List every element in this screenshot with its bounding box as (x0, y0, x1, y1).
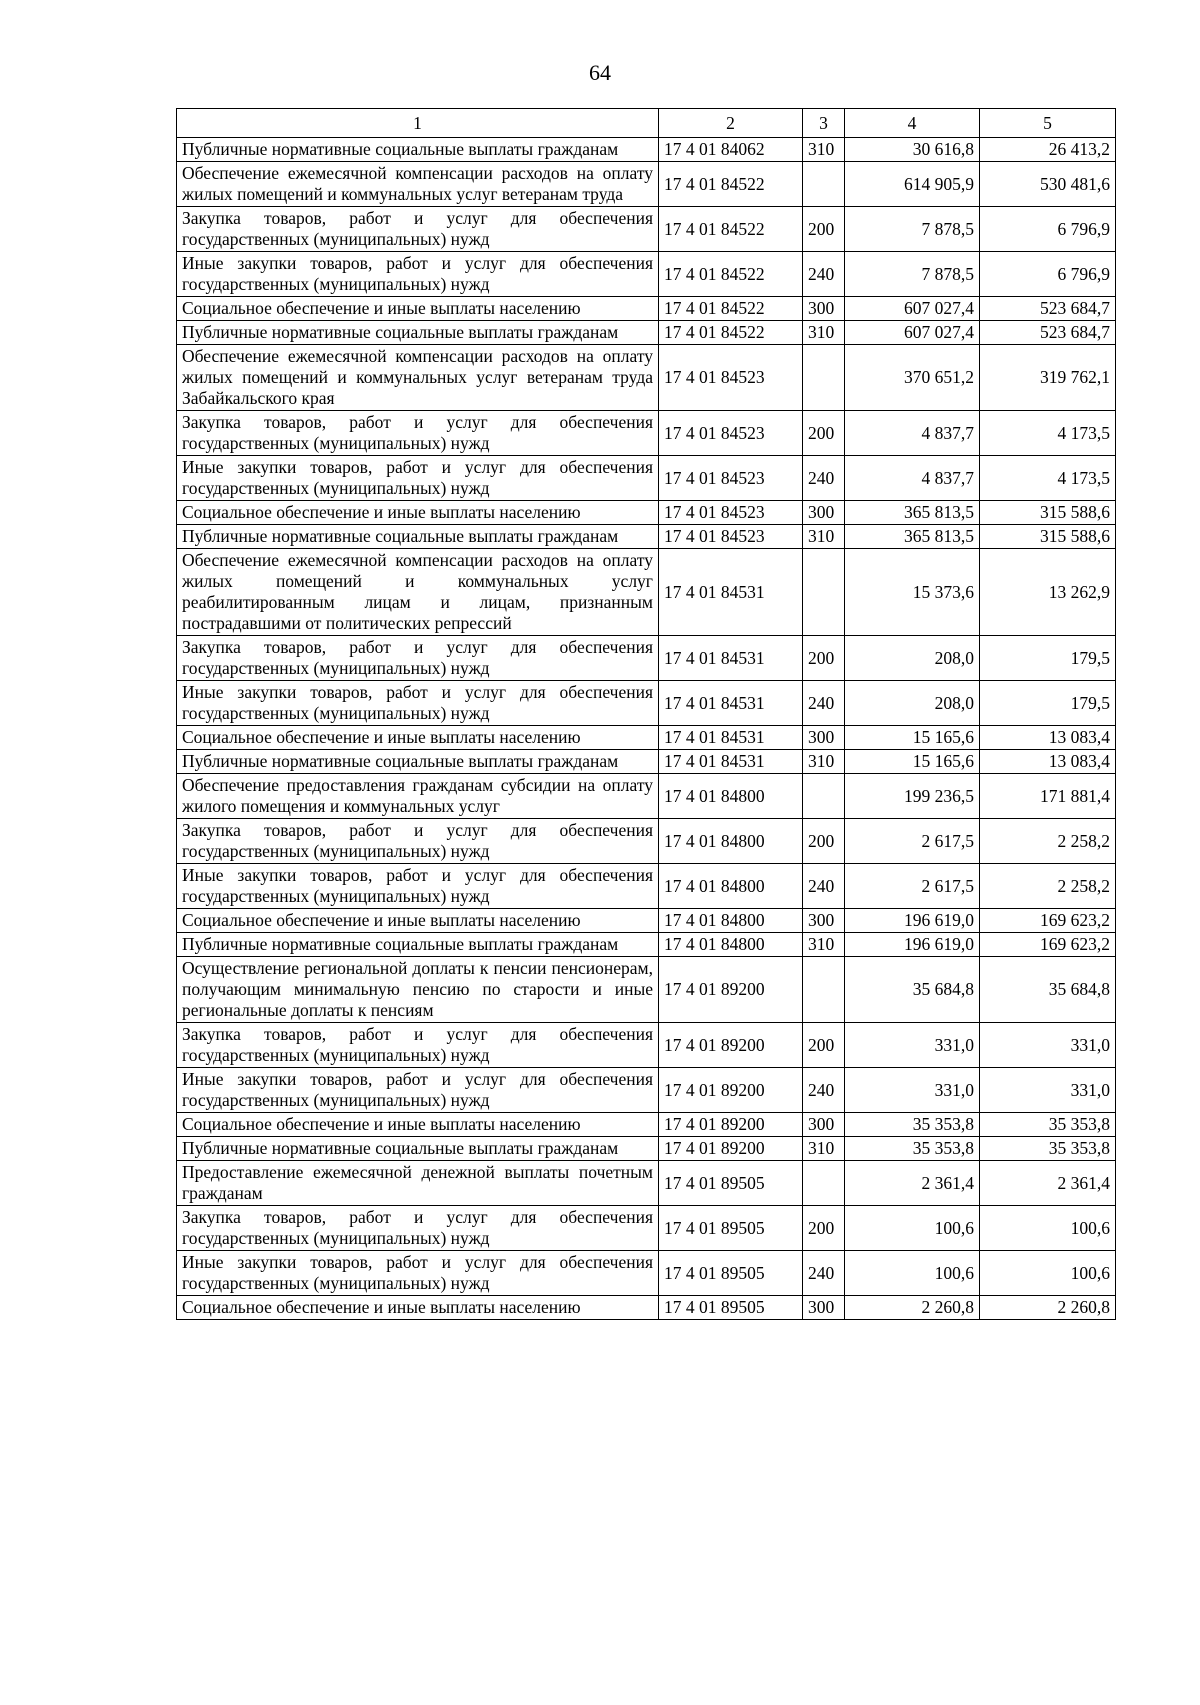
row-amount-col5-cell: 6 796,9 (980, 252, 1116, 297)
row-name-cell: Закупка товаров, работ и услуг для обеспечения государственных (муниципальных) нужд (177, 1023, 659, 1068)
row-amount-col4-cell: 208,0 (845, 681, 980, 726)
row-expense-type-cell: 310 (803, 525, 845, 549)
row-amount-col5-cell: 35 353,8 (980, 1113, 1116, 1137)
row-amount-col4-cell: 100,6 (845, 1251, 980, 1296)
row-amount-col5-cell: 169 623,2 (980, 933, 1116, 957)
row-amount-col5-cell: 331,0 (980, 1068, 1116, 1113)
row-name-cell: Закупка товаров, работ и услуг для обеспечения государственных (муниципальных) нужд (177, 411, 659, 456)
row-amount-col4-cell: 2 361,4 (845, 1161, 980, 1206)
row-name-cell: Иные закупки товаров, работ и услуг для обеспечения государственных (муниципальных) нужд (177, 456, 659, 501)
row-name-cell: Обеспечение предоставления гражданам субсидии на оплату жилого помещения и коммунальных услуг (177, 774, 659, 819)
row-amount-col4-cell: 7 878,5 (845, 252, 980, 297)
table-row (177, 681, 1116, 726)
row-code-cell: 17 4 01 84522 (659, 162, 803, 207)
row-amount-col4-cell: 30 616,8 (845, 138, 980, 162)
row-amount-col5-cell: 523 684,7 (980, 297, 1116, 321)
row-expense-type-cell: 240 (803, 252, 845, 297)
row-name-cell: Обеспечение ежемесячной компенсации расходов на оплату жилых помещений и коммунальных услуг ветеранам труда Забайкальского края (177, 345, 659, 411)
row-expense-type-cell (803, 162, 845, 207)
row-amount-col4-cell: 4 837,7 (845, 456, 980, 501)
row-name-cell: Публичные нормативные социальные выплаты гражданам (177, 933, 659, 957)
row-expense-type-cell: 200 (803, 1206, 845, 1251)
row-amount-col5-cell: 530 481,6 (980, 162, 1116, 207)
row-amount-col4-cell: 35 684,8 (845, 957, 980, 1023)
row-amount-col5-cell: 4 173,5 (980, 411, 1116, 456)
row-expense-type-cell: 240 (803, 681, 845, 726)
column-header-2: 2 (659, 109, 803, 138)
table-row (177, 726, 1116, 750)
row-amount-col4-cell: 365 813,5 (845, 525, 980, 549)
row-amount-col5-cell: 169 623,2 (980, 909, 1116, 933)
row-code-cell: 17 4 01 84800 (659, 864, 803, 909)
row-amount-col5-cell: 523 684,7 (980, 321, 1116, 345)
table-row (177, 501, 1116, 525)
table-row (177, 1137, 1116, 1161)
row-amount-col4-cell: 15 373,6 (845, 549, 980, 636)
row-amount-col4-cell: 100,6 (845, 1206, 980, 1251)
row-amount-col4-cell: 15 165,6 (845, 726, 980, 750)
row-expense-type-cell: 310 (803, 933, 845, 957)
row-amount-col4-cell: 35 353,8 (845, 1113, 980, 1137)
row-code-cell: 17 4 01 89200 (659, 1137, 803, 1161)
row-amount-col4-cell: 370 651,2 (845, 345, 980, 411)
row-code-cell: 17 4 01 89200 (659, 1068, 803, 1113)
row-code-cell: 17 4 01 84800 (659, 909, 803, 933)
row-expense-type-cell (803, 549, 845, 636)
row-name-cell: Закупка товаров, работ и услуг для обеспечения государственных (муниципальных) нужд (177, 207, 659, 252)
row-name-cell: Социальное обеспечение и иные выплаты населению (177, 909, 659, 933)
row-expense-type-cell: 310 (803, 138, 845, 162)
row-name-cell: Обеспечение ежемесячной компенсации расходов на оплату жилых помещений и коммунальных услуг реабилитированным лицам и лицам, признанным пострадавшими от политических репрессий (177, 549, 659, 636)
row-amount-col5-cell: 179,5 (980, 636, 1116, 681)
row-expense-type-cell: 300 (803, 297, 845, 321)
table-row (177, 345, 1116, 411)
row-name-cell: Иные закупки товаров, работ и услуг для обеспечения государственных (муниципальных) нужд (177, 864, 659, 909)
row-name-cell: Социальное обеспечение и иные выплаты населению (177, 297, 659, 321)
row-amount-col5-cell: 315 588,6 (980, 501, 1116, 525)
table-row (177, 636, 1116, 681)
row-name-cell: Закупка товаров, работ и услуг для обеспечения государственных (муниципальных) нужд (177, 636, 659, 681)
table-row (177, 1068, 1116, 1113)
row-amount-col5-cell: 331,0 (980, 1023, 1116, 1068)
row-amount-col4-cell: 365 813,5 (845, 501, 980, 525)
column-header-5: 5 (980, 109, 1116, 138)
row-expense-type-cell: 200 (803, 1023, 845, 1068)
row-code-cell: 17 4 01 84800 (659, 774, 803, 819)
page-number: 64 (589, 60, 611, 85)
table-row (177, 525, 1116, 549)
row-amount-col5-cell: 6 796,9 (980, 207, 1116, 252)
row-name-cell: Иные закупки товаров, работ и услуг для обеспечения государственных (муниципальных) нужд (177, 1068, 659, 1113)
row-code-cell: 17 4 01 84523 (659, 456, 803, 501)
row-amount-col4-cell: 331,0 (845, 1068, 980, 1113)
row-amount-col4-cell: 607 027,4 (845, 321, 980, 345)
table-row (177, 252, 1116, 297)
row-code-cell: 17 4 01 84523 (659, 345, 803, 411)
row-code-cell: 17 4 01 84523 (659, 501, 803, 525)
row-expense-type-cell: 300 (803, 726, 845, 750)
table-row (177, 864, 1116, 909)
row-expense-type-cell: 200 (803, 636, 845, 681)
row-code-cell: 17 4 01 84523 (659, 411, 803, 456)
row-name-cell: Публичные нормативные социальные выплаты гражданам (177, 321, 659, 345)
row-code-cell: 17 4 01 84531 (659, 681, 803, 726)
row-code-cell: 17 4 01 89505 (659, 1296, 803, 1320)
row-amount-col5-cell: 35 353,8 (980, 1137, 1116, 1161)
row-code-cell: 17 4 01 84523 (659, 525, 803, 549)
row-expense-type-cell: 310 (803, 1137, 845, 1161)
row-name-cell: Иные закупки товаров, работ и услуг для обеспечения государственных (муниципальных) нужд (177, 1251, 659, 1296)
row-name-cell: Социальное обеспечение и иные выплаты населению (177, 1296, 659, 1320)
row-code-cell: 17 4 01 84522 (659, 252, 803, 297)
row-name-cell: Социальное обеспечение и иные выплаты населению (177, 1113, 659, 1137)
table-row (177, 819, 1116, 864)
row-amount-col5-cell: 13 262,9 (980, 549, 1116, 636)
column-header-1: 1 (177, 109, 659, 138)
row-expense-type-cell: 240 (803, 864, 845, 909)
row-amount-col5-cell: 2 258,2 (980, 864, 1116, 909)
row-expense-type-cell: 310 (803, 321, 845, 345)
table-row (177, 750, 1116, 774)
row-amount-col5-cell: 319 762,1 (980, 345, 1116, 411)
row-code-cell: 17 4 01 84531 (659, 549, 803, 636)
row-name-cell: Иные закупки товаров, работ и услуг для обеспечения государственных (муниципальных) нужд (177, 252, 659, 297)
row-code-cell: 17 4 01 84800 (659, 933, 803, 957)
row-name-cell: Закупка товаров, работ и услуг для обеспечения государственных (муниципальных) нужд (177, 819, 659, 864)
row-amount-col5-cell: 4 173,5 (980, 456, 1116, 501)
row-amount-col5-cell: 179,5 (980, 681, 1116, 726)
table-row (177, 933, 1116, 957)
table-header (177, 109, 1116, 138)
row-amount-col5-cell: 35 684,8 (980, 957, 1116, 1023)
row-code-cell: 17 4 01 84522 (659, 297, 803, 321)
table-row (177, 1296, 1116, 1320)
row-amount-col4-cell: 614 905,9 (845, 162, 980, 207)
table-row (177, 549, 1116, 636)
row-amount-col4-cell: 607 027,4 (845, 297, 980, 321)
row-amount-col4-cell: 4 837,7 (845, 411, 980, 456)
row-expense-type-cell: 300 (803, 1296, 845, 1320)
row-amount-col4-cell: 15 165,6 (845, 750, 980, 774)
row-name-cell: Обеспечение ежемесячной компенсации расходов на оплату жилых помещений и коммунальных услуг ветеранам труда (177, 162, 659, 207)
row-amount-col5-cell: 13 083,4 (980, 726, 1116, 750)
table-row (177, 411, 1116, 456)
row-code-cell: 17 4 01 84522 (659, 207, 803, 252)
row-code-cell: 17 4 01 84522 (659, 321, 803, 345)
row-amount-col5-cell: 13 083,4 (980, 750, 1116, 774)
table-row (177, 1113, 1116, 1137)
row-amount-col4-cell: 2 617,5 (845, 864, 980, 909)
row-code-cell: 17 4 01 84531 (659, 726, 803, 750)
row-amount-col4-cell: 331,0 (845, 1023, 980, 1068)
row-name-cell: Закупка товаров, работ и услуг для обеспечения государственных (муниципальных) нужд (177, 1206, 659, 1251)
row-code-cell: 17 4 01 89200 (659, 1113, 803, 1137)
row-expense-type-cell (803, 957, 845, 1023)
table-row (177, 207, 1116, 252)
table-row (177, 1023, 1116, 1068)
row-amount-col5-cell: 26 413,2 (980, 138, 1116, 162)
table-row (177, 909, 1116, 933)
row-expense-type-cell (803, 1161, 845, 1206)
row-name-cell: Публичные нормативные социальные выплаты гражданам (177, 525, 659, 549)
row-name-cell: Предоставление ежемесячной денежной выплаты почетным гражданам (177, 1161, 659, 1206)
row-amount-col5-cell: 100,6 (980, 1251, 1116, 1296)
row-amount-col5-cell: 100,6 (980, 1206, 1116, 1251)
row-code-cell: 17 4 01 89505 (659, 1251, 803, 1296)
row-name-cell: Публичные нормативные социальные выплаты гражданам (177, 750, 659, 774)
row-amount-col5-cell: 315 588,6 (980, 525, 1116, 549)
row-expense-type-cell: 300 (803, 501, 845, 525)
table-row (177, 297, 1116, 321)
row-expense-type-cell: 310 (803, 750, 845, 774)
row-expense-type-cell: 240 (803, 456, 845, 501)
row-expense-type-cell: 300 (803, 1113, 845, 1137)
row-amount-col5-cell: 2 361,4 (980, 1161, 1116, 1206)
row-expense-type-cell (803, 774, 845, 819)
row-name-cell: Публичные нормативные социальные выплаты гражданам (177, 138, 659, 162)
row-name-cell: Социальное обеспечение и иные выплаты населению (177, 726, 659, 750)
row-code-cell: 17 4 01 84062 (659, 138, 803, 162)
row-code-cell: 17 4 01 89200 (659, 1023, 803, 1068)
row-amount-col4-cell: 208,0 (845, 636, 980, 681)
row-expense-type-cell: 200 (803, 411, 845, 456)
row-amount-col5-cell: 171 881,4 (980, 774, 1116, 819)
header-row (177, 109, 1116, 138)
row-expense-type-cell: 240 (803, 1068, 845, 1113)
row-expense-type-cell: 240 (803, 1251, 845, 1296)
column-header-3: 3 (803, 109, 845, 138)
row-amount-col4-cell: 199 236,5 (845, 774, 980, 819)
table-row (177, 957, 1116, 1023)
table-row (177, 1161, 1116, 1206)
row-code-cell: 17 4 01 84531 (659, 636, 803, 681)
budget-table (176, 108, 1116, 1320)
table-row (177, 138, 1116, 162)
row-amount-col5-cell: 2 260,8 (980, 1296, 1116, 1320)
row-expense-type-cell: 200 (803, 207, 845, 252)
table-row (177, 774, 1116, 819)
table-row (177, 1251, 1116, 1296)
table-row (177, 162, 1116, 207)
table-row (177, 321, 1116, 345)
column-header-4: 4 (845, 109, 980, 138)
row-amount-col4-cell: 2 260,8 (845, 1296, 980, 1320)
row-name-cell: Публичные нормативные социальные выплаты гражданам (177, 1137, 659, 1161)
row-amount-col4-cell: 196 619,0 (845, 909, 980, 933)
row-code-cell: 17 4 01 89505 (659, 1206, 803, 1251)
row-amount-col4-cell: 2 617,5 (845, 819, 980, 864)
row-name-cell: Осуществление региональной доплаты к пенсии пенсионерам, получающим минимальную пенсию по старости и иные региональные доплаты к пенсиям (177, 957, 659, 1023)
row-amount-col4-cell: 196 619,0 (845, 933, 980, 957)
row-amount-col4-cell: 7 878,5 (845, 207, 980, 252)
row-code-cell: 17 4 01 84800 (659, 819, 803, 864)
row-name-cell: Иные закупки товаров, работ и услуг для обеспечения государственных (муниципальных) нужд (177, 681, 659, 726)
row-code-cell: 17 4 01 89505 (659, 1161, 803, 1206)
table-row (177, 1206, 1116, 1251)
row-amount-col5-cell: 2 258,2 (980, 819, 1116, 864)
row-expense-type-cell: 300 (803, 909, 845, 933)
row-expense-type-cell: 200 (803, 819, 845, 864)
row-code-cell: 17 4 01 84531 (659, 750, 803, 774)
row-code-cell: 17 4 01 89200 (659, 957, 803, 1023)
row-amount-col4-cell: 35 353,8 (845, 1137, 980, 1161)
table-row (177, 456, 1116, 501)
row-name-cell: Социальное обеспечение и иные выплаты населению (177, 501, 659, 525)
row-expense-type-cell (803, 345, 845, 411)
table-body (177, 138, 1116, 1320)
